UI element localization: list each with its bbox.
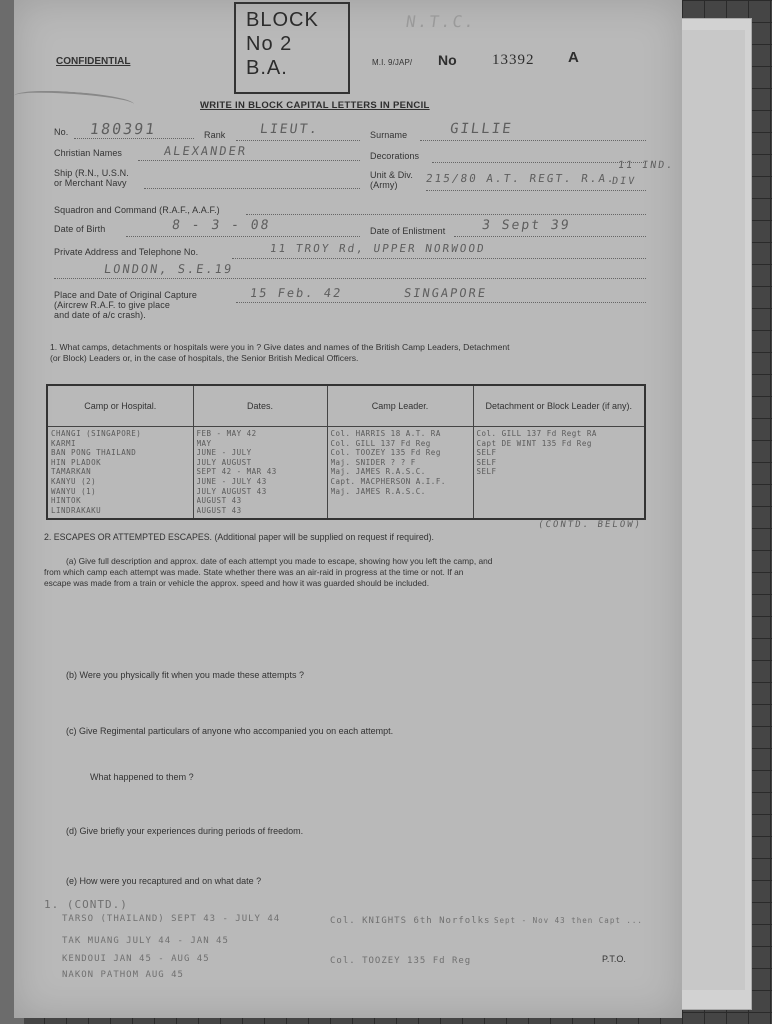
- capture-place: SINGAPORE: [403, 286, 489, 300]
- ship-label-2: or Merchant Navy: [54, 178, 127, 188]
- camp-entry: KANYU (2): [51, 476, 97, 486]
- continuation-row-1-note: Sept - Nov 43 then Capt ...: [494, 916, 643, 925]
- capture-label: [54, 290, 197, 320]
- surname-value: GILLIE: [448, 121, 514, 137]
- contd-below-note: (CONTD. BELOW): [537, 520, 643, 530]
- stamp-line-3: B.A.: [246, 57, 288, 79]
- section-2d: (d) Give briefly your experiences during periods of freedom.: [66, 826, 304, 836]
- leader-entry: Col. HARRIS 18 A.T. RA: [330, 429, 441, 438]
- camp-column: [47, 427, 193, 520]
- camp-entry: TAMARKAN: [51, 467, 92, 477]
- continuation-row-1-leader: Col. KNIGHTS 6th Norfolks: [330, 916, 491, 926]
- no-label: No.: [54, 127, 69, 137]
- capture-label-3: and date of a/c crash).: [54, 310, 146, 320]
- ship-label: [54, 168, 129, 188]
- stamp-line-2: No 2: [246, 33, 293, 55]
- camp-entry: WANYU (1): [51, 486, 97, 496]
- date-entry: JULY AUGUST 43: [196, 486, 267, 496]
- capture-label-2: (Aircrew R.A.F. to give place: [54, 300, 170, 310]
- date-entry: JUNE - JULY: [196, 448, 252, 458]
- dates-column: [193, 427, 327, 520]
- detachment-column: [473, 427, 645, 520]
- camps-table: [46, 384, 646, 520]
- date-entry: JUNE - JULY 43: [196, 476, 267, 486]
- date-entry: JULY AUGUST: [196, 457, 252, 467]
- ship-label-1: Ship (R.N., U.S.N.: [54, 168, 129, 178]
- binding-string: [14, 88, 135, 112]
- section-2a-line-2: from which camp each attempt was made. State whether there was an air-raid in progress at the time or not. If an: [44, 567, 464, 577]
- continuation-heading: 1. (CONTD.): [44, 898, 128, 911]
- enlistment-value: 3 Sept 39: [480, 218, 572, 233]
- camp-entry: HINTOK: [51, 496, 82, 506]
- ref-code: M.I. 9/JAP/: [372, 58, 413, 67]
- block-stamp: [234, 2, 350, 94]
- section-2a-line-1: (a) Give full description and approx. date of each attempt you made to escape, showing how you left the camp, and: [66, 556, 493, 566]
- camp-entry: LINDRAKAKU: [51, 505, 102, 515]
- section-2b: (b) Were you physically fit when you made these attempts ?: [66, 670, 304, 680]
- christian-names-label: Christian Names: [54, 148, 123, 158]
- section-1-question: [50, 342, 670, 364]
- detachment-entry: SELF: [476, 467, 497, 477]
- camp-entry: BAN PONG THAILAND: [51, 448, 137, 458]
- address-line-1: 11 TROY Rd, UPPER NORWOOD: [269, 242, 487, 255]
- header-leader: Camp Leader.: [327, 385, 473, 427]
- section-2c-followup: What happened to them ?: [90, 772, 194, 782]
- christian-names-value: ALEXANDER: [163, 144, 249, 158]
- continuation-row-3-leader: Col. TOOZEY 135 Fd Reg: [330, 956, 472, 966]
- decorations-label: Decorations: [370, 151, 420, 161]
- dob-value: 8 - 3 - 08: [170, 218, 272, 233]
- enlistment-label: Date of Enlistment: [370, 226, 446, 236]
- unit-label-2: (Army): [370, 180, 398, 190]
- date-entry: AUGUST 43: [196, 496, 242, 506]
- div-value-1: 11 IND.: [617, 160, 675, 171]
- detachment-entry: Col. GILL 137 Fd Regt RA: [476, 429, 597, 438]
- no-value: 180391: [88, 120, 158, 138]
- rank-label: Rank: [204, 130, 226, 140]
- section-1-line-1: 1. What camps, detachments or hospitals were you in ? Give dates and names of the British Camp Leaders, Detachment: [50, 342, 510, 352]
- unit-value: 215/80 A.T. REGT. R.A.: [425, 172, 617, 185]
- squadron-label: Squadron and Command (R.A.F., A.A.F.): [54, 205, 220, 215]
- number-label: No: [438, 52, 457, 68]
- pto-label: P.T.O.: [602, 954, 626, 964]
- section-2a: [44, 556, 664, 589]
- detachment-entry: Capt DE WINT 135 Fd Reg: [476, 438, 592, 448]
- form-number: 13392: [492, 52, 535, 68]
- header-detachment: Detachment or Block Leader (if any).: [473, 385, 645, 427]
- leader-entry: Maj. JAMES R.A.S.C.: [330, 467, 426, 477]
- leader-entry: Maj. SNIDER ? ? F: [330, 457, 416, 467]
- rank-value: LIEUT.: [258, 122, 321, 137]
- continuation-row-2: TAK MUANG JULY 44 - JAN 45: [62, 936, 229, 946]
- document-page: [14, 0, 682, 1018]
- date-entry: AUGUST 43: [196, 505, 242, 515]
- surname-label: Surname: [370, 130, 408, 140]
- leader-column: [327, 427, 473, 520]
- section-2-heading: 2. ESCAPES OR ATTEMPTED ESCAPES. (Additional paper will be supplied on request if required).: [44, 532, 435, 542]
- camp-entry: KARMI: [51, 438, 77, 448]
- date-entry: SEPT 42 - MAR 43: [196, 467, 277, 477]
- stamp-line-1: BLOCK: [246, 9, 319, 31]
- camp-entry: CHANGI (SINGAPORE): [51, 429, 142, 438]
- section-2c: (c) Give Regimental particulars of anyone who accompanied you on each attempt.: [66, 726, 394, 736]
- div-value-2: DIV: [611, 176, 637, 187]
- pencil-corner-note: N.T.C.: [404, 12, 478, 31]
- leader-entry: Col. GILL 137 Fd Reg: [330, 438, 431, 448]
- unit-label-1: Unit & Div.: [370, 170, 413, 180]
- section-1-line-2: (or Block) Leaders or, in the case of hospitals, the Senior British Medical Officers.: [50, 353, 359, 363]
- leader-entry: Col. TOOZEY 135 Fd Reg: [330, 448, 441, 458]
- form-suffix: A: [568, 49, 579, 66]
- continuation-row-4: NAKON PATHOM AUG 45: [62, 970, 184, 980]
- header-camp: Camp or Hospital.: [47, 385, 193, 427]
- leader-entry: Maj. JAMES R.A.S.C.: [330, 486, 426, 496]
- address-line-2: LONDON, S.E.19: [103, 262, 235, 276]
- leader-entry: Capt. MACPHERSON A.I.F.: [330, 476, 446, 486]
- continuation-row-3: KENDOUI JAN 45 - AUG 45: [62, 954, 210, 964]
- date-entry: MAY: [196, 438, 212, 448]
- section-2e: (e) How were you recaptured and on what date ?: [66, 876, 262, 886]
- detachment-entry: SELF: [476, 448, 497, 458]
- address-label: Private Address and Telephone No.: [54, 247, 199, 257]
- capture-label-1: Place and Date of Original Capture: [54, 290, 197, 300]
- capture-date: 15 Feb. 42: [249, 286, 344, 300]
- instruction-heading: WRITE IN BLOCK CAPITAL LETTERS IN PENCIL: [200, 100, 430, 111]
- section-2a-line-3: escape was made from a train or vehicle the approx. speed and how it was guarded should be included.: [44, 578, 430, 588]
- unit-label: [370, 170, 413, 190]
- continuation-row-1: TARSO (THAILAND) SEPT 43 - JULY 44: [62, 914, 281, 924]
- confidential-label: CONFIDENTIAL: [56, 56, 131, 67]
- camp-entry: HIN PLADOK: [51, 457, 102, 467]
- date-entry: FEB - MAY 42: [196, 429, 257, 438]
- detachment-entry: SELF: [476, 457, 497, 467]
- header-dates: Dates.: [193, 385, 327, 427]
- dob-label: Date of Birth: [54, 224, 106, 234]
